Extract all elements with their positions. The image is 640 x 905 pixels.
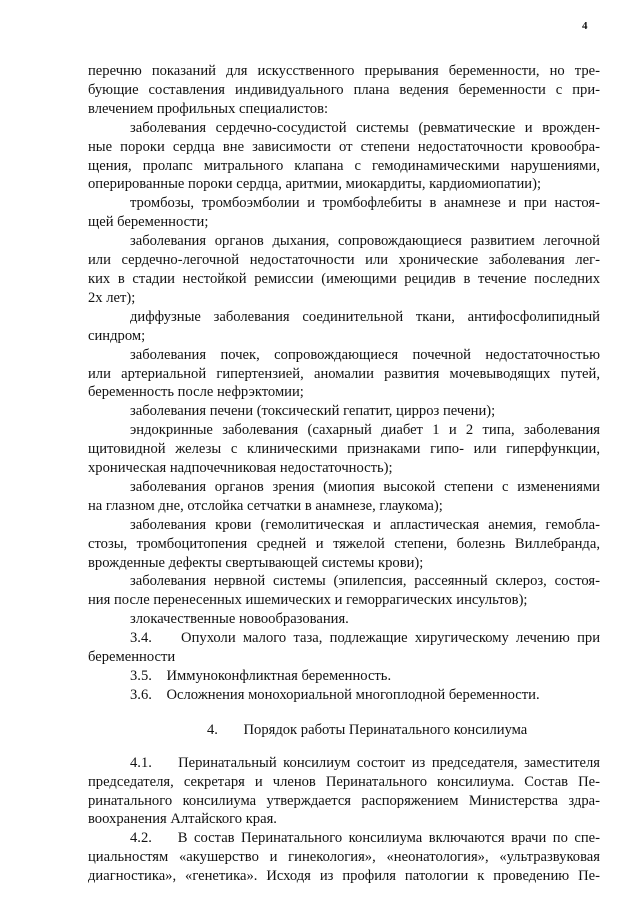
text-line: или артериальной гипертензией, аномалии развития мочевыводящих путей, — [88, 365, 600, 382]
text-line: стозы, тромбоцитопения средней и тяжелой степени, болезнь Виллебранда, — [88, 535, 600, 552]
text-line: заболевания печени (токсический гепатит, цирроз печени); — [130, 403, 496, 420]
text-line: 3.4. Опухоли малого таза, подлежащие хиругическому лечению при — [130, 630, 600, 647]
text-line: диагностика», «генетика». Исходя из профиля патологии к проведению Пе- — [88, 868, 600, 885]
text-line: на глазном дне, отслойка сетчатки в анамнезе, глаукома); — [88, 497, 443, 514]
page-number: 4 — [582, 20, 588, 32]
text-line: ные пороки сердца вне зависимости от степени недостаточности кровообра- — [88, 138, 600, 155]
text-line: циальностям «акушерство и гинекология», «неонатология», «ультразвуковая — [88, 849, 600, 866]
text-line: злокачественные новообразования. — [130, 611, 349, 628]
text-line: щения, пролапс митрального клапана с гемодинамическими нарушениями, — [88, 157, 600, 174]
text-line: 3.5. Иммуноконфликтная беременность. — [130, 668, 392, 684]
text-line: 3.6. Осложнения монохориальной многоплодной беременности. — [130, 686, 540, 703]
text-line: 4.2. В состав Перинатального консилиума включаются врачи по спе- — [130, 830, 600, 847]
text-line: ния после перенесенных ишемических и геморрагических инсультов); — [88, 592, 528, 609]
text-line: оперированные пороки сердца, аритмии, миокардиты, кардиомиопатии); — [88, 176, 541, 193]
text-line: заболевания почек, сопровождающиеся почечной недостаточностью — [130, 346, 600, 363]
text-line: заболевания органов зрения (миопия высокой степени с изменениями — [130, 478, 600, 495]
text-line: ких в стадии нестойкой ремиссии (имеющими рецидив в течение последних — [88, 270, 600, 287]
text-line: диффузные заболевания соединительной ткани, антифосфолипидный — [130, 308, 600, 325]
text-line: влечением профильных специалистов: — [88, 100, 329, 117]
text-line: хроническая надпочечниковая недостаточность); — [88, 460, 393, 477]
text-line: бующие составления индивидуального плана ведения беременности с при- — [88, 81, 600, 98]
text-line: тромбозы, тромбоэмболии и тромбофлебиты в анамнезе и при настоя- — [130, 195, 600, 212]
text-line: беременность после нефрэктомии; — [88, 384, 304, 401]
text-line: 2х лет); — [88, 289, 136, 306]
text-line: врожденные дефекты свертывающей системы крови); — [88, 554, 424, 571]
text-line: перечню показаний для искусственного прерывания беременности, но тре- — [88, 63, 600, 79]
text-line: заболевания сердечно-сосудистой системы (ревматические и врожден- — [130, 119, 600, 136]
text-line: щитовидной железы с клиническими признаками гипо- или гиперфункции, — [88, 441, 600, 458]
text-line: беременности — [88, 649, 176, 666]
section-heading: 4. Порядок работы Перинатального консилиума — [207, 721, 528, 738]
text-line: ринатального консилиума утверждается распоряжением Министерства здра- — [88, 792, 600, 809]
text-line: заболевания нервной системы (эпилепсия, рассеянный склероз, состоя- — [130, 573, 600, 590]
text-line: синдром; — [88, 327, 146, 344]
document-body — [88, 62, 600, 886]
text-line: заболевания органов дыхания, сопровождающиеся развитием легочной — [130, 233, 600, 250]
text-line: воохранения Алтайского края. — [88, 811, 277, 828]
text-line: щей беременности; — [88, 214, 209, 231]
text-line: 4.1. Перинатальный консилиум состоит из председателя, заместителя — [130, 754, 600, 771]
text-line: заболевания крови (гемолитическая и апластическая анемия, гемобла- — [130, 516, 600, 533]
text-line: председателя, секретаря и членов Перинатального консилиума. Состав Пе- — [88, 773, 600, 790]
text-line: или сердечно-легочной недостаточности или хронические заболевания лег- — [88, 252, 600, 269]
text-line: эндокринные заболевания (сахарный диабет 1 и 2 типа, заболевания — [130, 422, 600, 439]
